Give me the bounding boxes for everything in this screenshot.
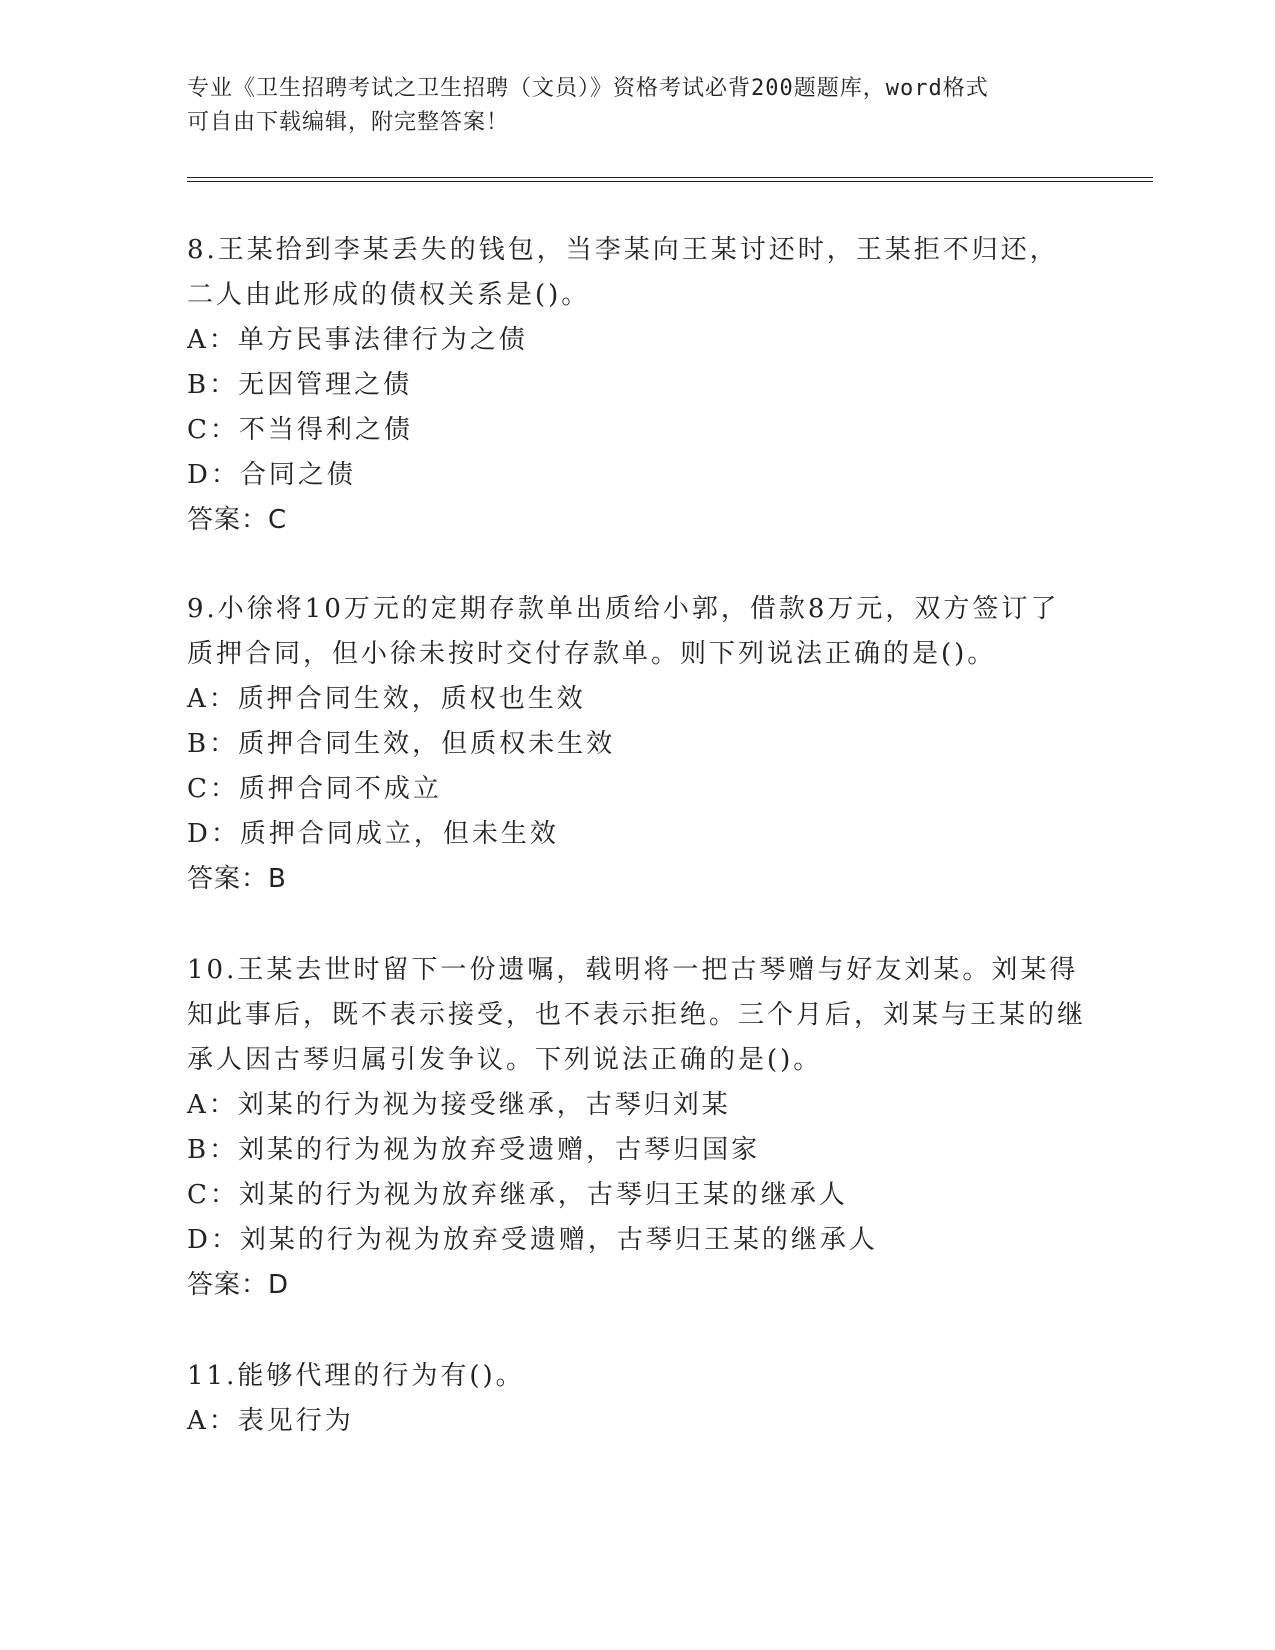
option-a: A：表见行为 [187,1406,354,1436]
question-11 [187,1354,1087,1444]
answer: 答案：D [187,1270,290,1300]
option-d: D：刘某的行为视为放弃受遗赠，古琴归王某的继承人 [187,1225,878,1255]
option-a: A：质押合同生效，质权也生效 [187,684,586,714]
question-10 [187,948,1087,1308]
option-c: C：不当得利之债 [187,415,413,445]
option-b: B：无因管理之债 [187,370,413,400]
question-stem: 10.王某去世时留下一份遗嘱，载明将一把古琴赠与好友刘某。刘某得知此事后，既不表示接受，也不表示拒绝。三个月后，刘某与王某的继承人因古琴归属引发争议。下列说法正确的是()。 [187,955,1087,1075]
header-divider [187,177,1153,182]
question-stem: 8.王某拾到李某丢失的钱包，当李某向王某讨还时，王某拒不归还，二人由此形成的债权关系是()。 [187,235,1059,310]
option-a: A：单方民事法律行为之债 [187,325,528,355]
question-8 [187,228,1087,543]
option-a: A：刘某的行为视为接受继承，古琴归刘某 [187,1090,731,1120]
option-d: D：质押合同成立，但未生效 [187,819,559,849]
question-stem: 9.小徐将10万元的定期存款单出质给小郭，借款8万元，双方签订了质押合同，但小徐未按时交付存款单。则下列说法正确的是()。 [187,594,1060,669]
question-9 [187,587,1087,902]
option-d: D：合同之债 [187,460,356,490]
option-b: B：刘某的行为视为放弃受遗赠，古琴归国家 [187,1135,761,1165]
answer: 答案：C [187,505,288,535]
option-b: B：质押合同生效，但质权未生效 [187,729,616,759]
question-stem: 11.能够代理的行为有()。 [187,1361,525,1391]
document-header [187,72,1067,140]
option-c: C：刘某的行为视为放弃继承，古琴归王某的继承人 [187,1180,848,1210]
option-c: C：质押合同不成立 [187,774,442,804]
answer: 答案：B [187,864,287,894]
header-line-2: 可自由下载编辑，附完整答案！ [187,110,510,135]
header-line-1: 专业《卫生招聘考试之卫生招聘（文员）》资格考试必背200题题库，word格式 [187,76,989,101]
